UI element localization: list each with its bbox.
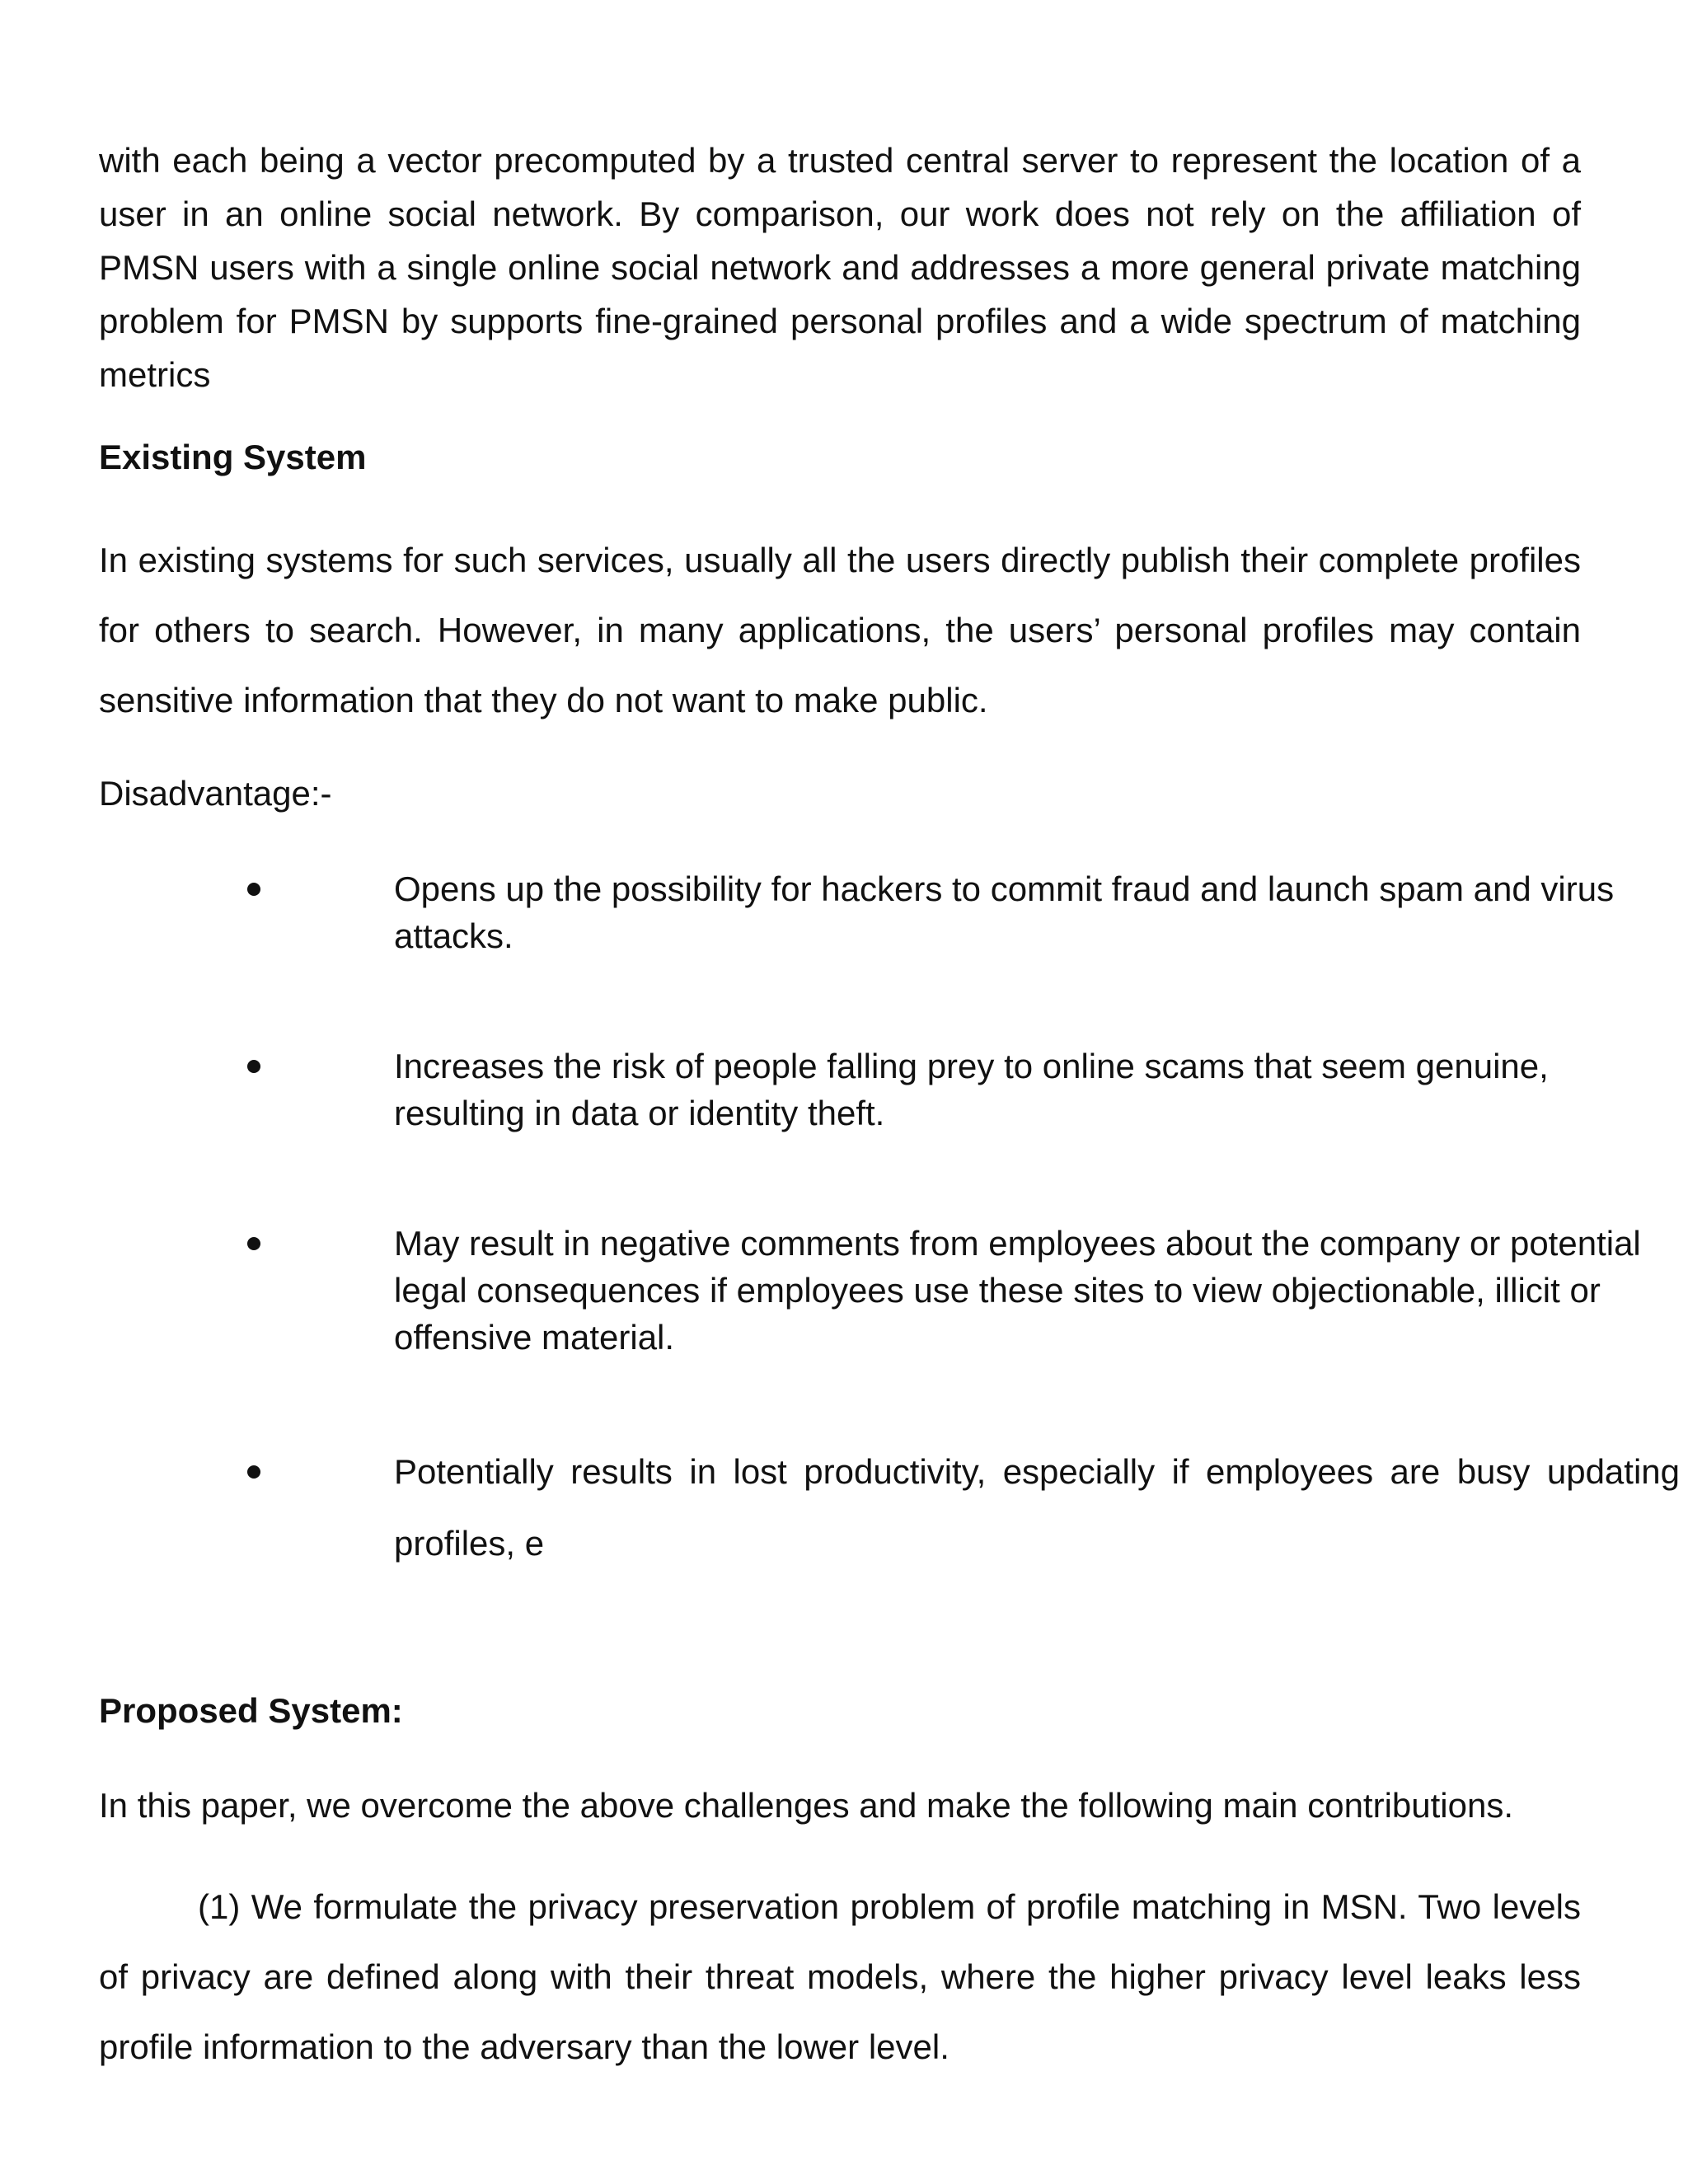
- disadvantage-text: May result in negative comments from employees about the company or potential legal consequences if employees use these sites to view objectionable, illicit or offensive material.: [394, 1224, 1641, 1357]
- proposed-system-heading: Proposed System:: [99, 1691, 403, 1730]
- existing-system-heading: Existing System: [99, 438, 367, 476]
- bullet-icon: [247, 1237, 260, 1250]
- disadvantage-label: Disadvantage:-: [99, 774, 332, 813]
- proposed-system-intro: In this paper, we overcome the above challenges and make the following main contributions.: [99, 1786, 1514, 1825]
- bullet-icon: [247, 883, 260, 896]
- existing-system-paragraph: In existing systems for such services, usually all the users directly publish their complete profiles for others to search. However, in many applications, the users’ personal profiles may contain sensitive information that they do not want to make public.: [99, 541, 1581, 719]
- bullet-icon: [247, 1465, 260, 1479]
- contribution-paragraph: (1) We formulate the privacy preservation problem of profile matching in MSN. Two levels of privacy are defined along with their threat models, where the higher privacy level leaks less profile information to the adversary than the lower level.: [99, 1887, 1581, 2066]
- bullet-icon: [247, 1060, 260, 1073]
- intro-paragraph: with each being a vector precomputed by a trusted central server to represent the location of a user in an online social network. By comparison, our work does not rely on the affiliation of PMSN users with a single online social network and addresses a more general private matching problem for PMSN by supports fine-grained personal profiles and a wide spectrum of matching metrics: [99, 141, 1581, 394]
- disadvantage-text: Potentially results in lost productivity, especially if employees are busy updating profiles, e: [394, 1452, 1680, 1563]
- disadvantage-text: Opens up the possibility for hackers to commit fraud and launch spam and virus attacks.: [394, 869, 1615, 955]
- disadvantage-text: Increases the risk of people falling prey to online scams that seem genuine, resulting in data or identity theft.: [394, 1047, 1549, 1132]
